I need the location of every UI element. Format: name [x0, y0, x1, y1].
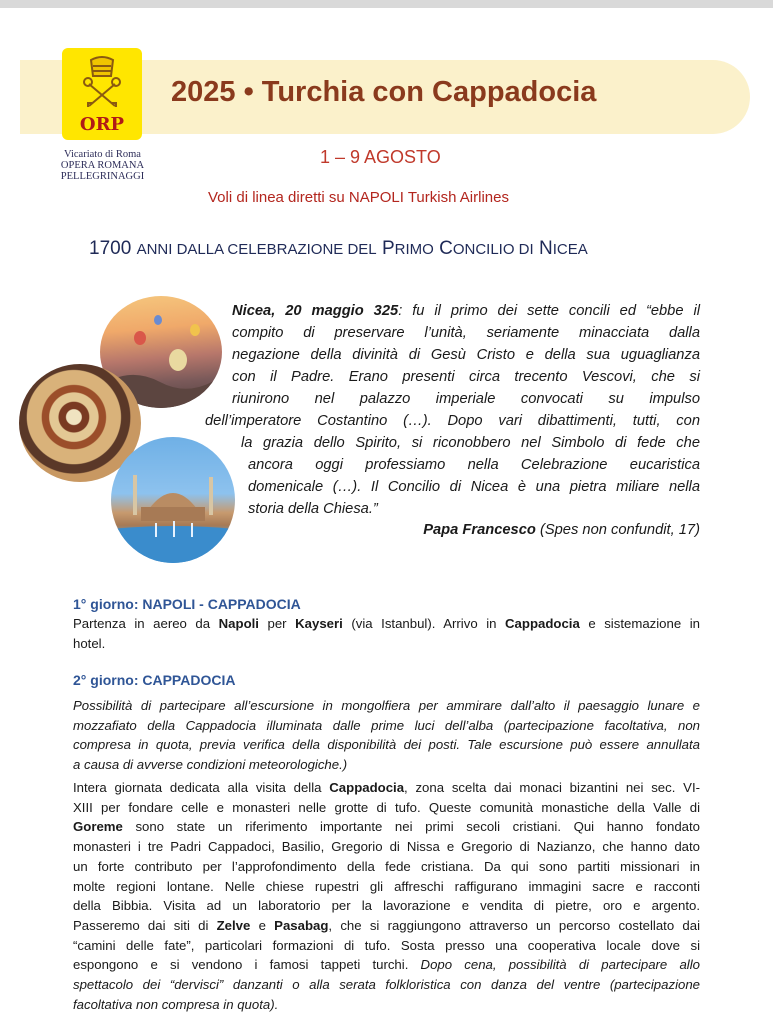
pope-quote: [205, 300, 700, 520]
quote-line: storia della Chiesa.”: [248, 501, 378, 517]
day2-title: 2° giorno: CAPPADOCIA: [73, 672, 236, 688]
papal-keys-icon: [79, 54, 125, 110]
trip-dates: 1 – 9 AGOSTO: [320, 147, 441, 167]
anniv-text: RIMO: [394, 241, 434, 258]
quote-line: negazione della divinità di Gesù Cristo e della sua uguaglianza: [232, 347, 700, 363]
day2-line: Intera giornata dedicata alla visita della Cappadocia, zona scelta dai monaci bizantini nei sec. VI-: [73, 780, 700, 795]
quote-line: con il Padre. Erano presenti circa trecento Vescovi, che si: [232, 369, 700, 385]
anniv-cap: P: [381, 238, 395, 259]
day2-opt-line: a causa di avverse condizioni meteorologiche.): [73, 757, 348, 773]
anniv-text: ANNI DALLA CELEBRAZIONE DEL: [136, 241, 377, 258]
day1-text: [73, 614, 700, 653]
day2-line: “camini delle fate”, particolari formazioni di tufo. Sosta presso una cooperativa locale dove si: [73, 937, 700, 953]
quote-line: Nicea, 20 maggio 325: fu il primo dei sette concili ed “ebbe il: [232, 303, 700, 319]
day1-line: hotel.: [73, 635, 106, 651]
day2-line: espongono e si vendono i famosi tappeti turchi. Dopo cena, possibilità di partecipare allo: [73, 957, 700, 973]
quote-lead: Nicea, 20 maggio 325: [232, 303, 399, 319]
org-line: PELLEGRINAGGI: [60, 171, 145, 182]
quote-line: compito di preservare l’unità, seriamente minacciata dalla: [232, 325, 700, 341]
day2-line: XIII per fondare celle e monasteri nelle grotte di tufo. Queste comunità monastiche della Valle di: [73, 799, 700, 815]
organization-name: [40, 149, 165, 182]
orp-logo: [62, 48, 142, 140]
anniv-cap: C: [439, 238, 453, 259]
anniversary-heading: [89, 238, 588, 260]
day1-title: 1° giorno: NAPOLI - CAPPADOCIA: [73, 596, 301, 612]
quote-line: la grazia dello Spirito, si riconobbero nel Simbolo di fede che: [241, 435, 700, 451]
day2-line: monasteri i tre Padri Cappadoci, Basilio, Gregorio di Nissa e Gregorio di Nazianzo, che hanno dato: [73, 839, 700, 855]
quote-line: dell’imperatore Costantino (…). Dopo vari dibattimenti, tutti, con: [205, 413, 700, 429]
day1-line: Partenza in aereo da Napoli per Kayseri (via Istanbul). Arrivo in Cappadocia e sistemazione in: [73, 616, 700, 631]
day2-opt-line: compresa in quota, previa verifica della disponibilità dei posti. Tale escursione può essere annullata: [73, 737, 700, 753]
quote-line: domenicale (…). Il Concilio di Nicea è una pietra miliare nella: [248, 479, 700, 495]
flight-info: Voli di linea diretti su NAPOLI Turkish Airlines: [208, 189, 509, 206]
day2-line: spettacolo dei “dervisci” danzanti o alla serata folkloristica con danza del ventre (partecipazione: [73, 977, 700, 993]
top-strip: [0, 0, 773, 8]
org-line: OPERA ROMANA: [60, 160, 145, 171]
anniv-text: ICEA: [552, 241, 588, 258]
anniv-cap: N: [538, 238, 553, 259]
org-line: Vicariato di Roma: [64, 149, 141, 160]
logo-text: ORP: [79, 114, 125, 135]
day2-optional-text: [73, 696, 700, 775]
day2-line: un forte contributo per l’approfondimento della fede cristiana. Da qui sono partiti missionari in: [73, 858, 700, 874]
quote-line: riunirono nel palazzo imperiale convocati su impulso: [232, 391, 700, 407]
day2-line: della Bibbia. Visita ad un laboratorio per la lavorazione e vendita di pietre, oro e argento.: [73, 898, 700, 914]
page-title: 2025 • Turchia con Cappadocia: [171, 76, 597, 108]
quote-author: Papa Francesco (Spes non confundit, 17): [423, 522, 700, 538]
day2-line: Goreme sono state un riferimento importante nei primi secoli cristiani. Qui hanno fondato: [73, 819, 700, 835]
anniv-number: 1700: [89, 238, 132, 259]
day2-main-text: [73, 778, 700, 1014]
anniv-text: ONCILIO DI: [452, 241, 534, 258]
day2-line: Passeremo dai siti di Zelve e Pasabag, che si raggiungono attraverso un percorso costellato dai: [73, 917, 700, 933]
day2-opt-line: mozzafiato della Cappadocia illuminata dalle prime luci dell’alba (partecipazione facoltativa, non: [73, 717, 700, 733]
day2-line: molte regioni lontane. Nelle chiese rupestri gli affreschi raffigurano immagini sacre e racconti: [73, 878, 700, 894]
day2-line: facoltativa non compresa in quota).: [73, 996, 279, 1012]
quote-line: ancora oggi professiamo nella Celebrazione eucaristica: [248, 457, 700, 473]
day2-opt-line: Possibilità di partecipare all’escursione in mongolfiera per ammirare dall’alto il paesaggio lunare e: [73, 698, 700, 713]
